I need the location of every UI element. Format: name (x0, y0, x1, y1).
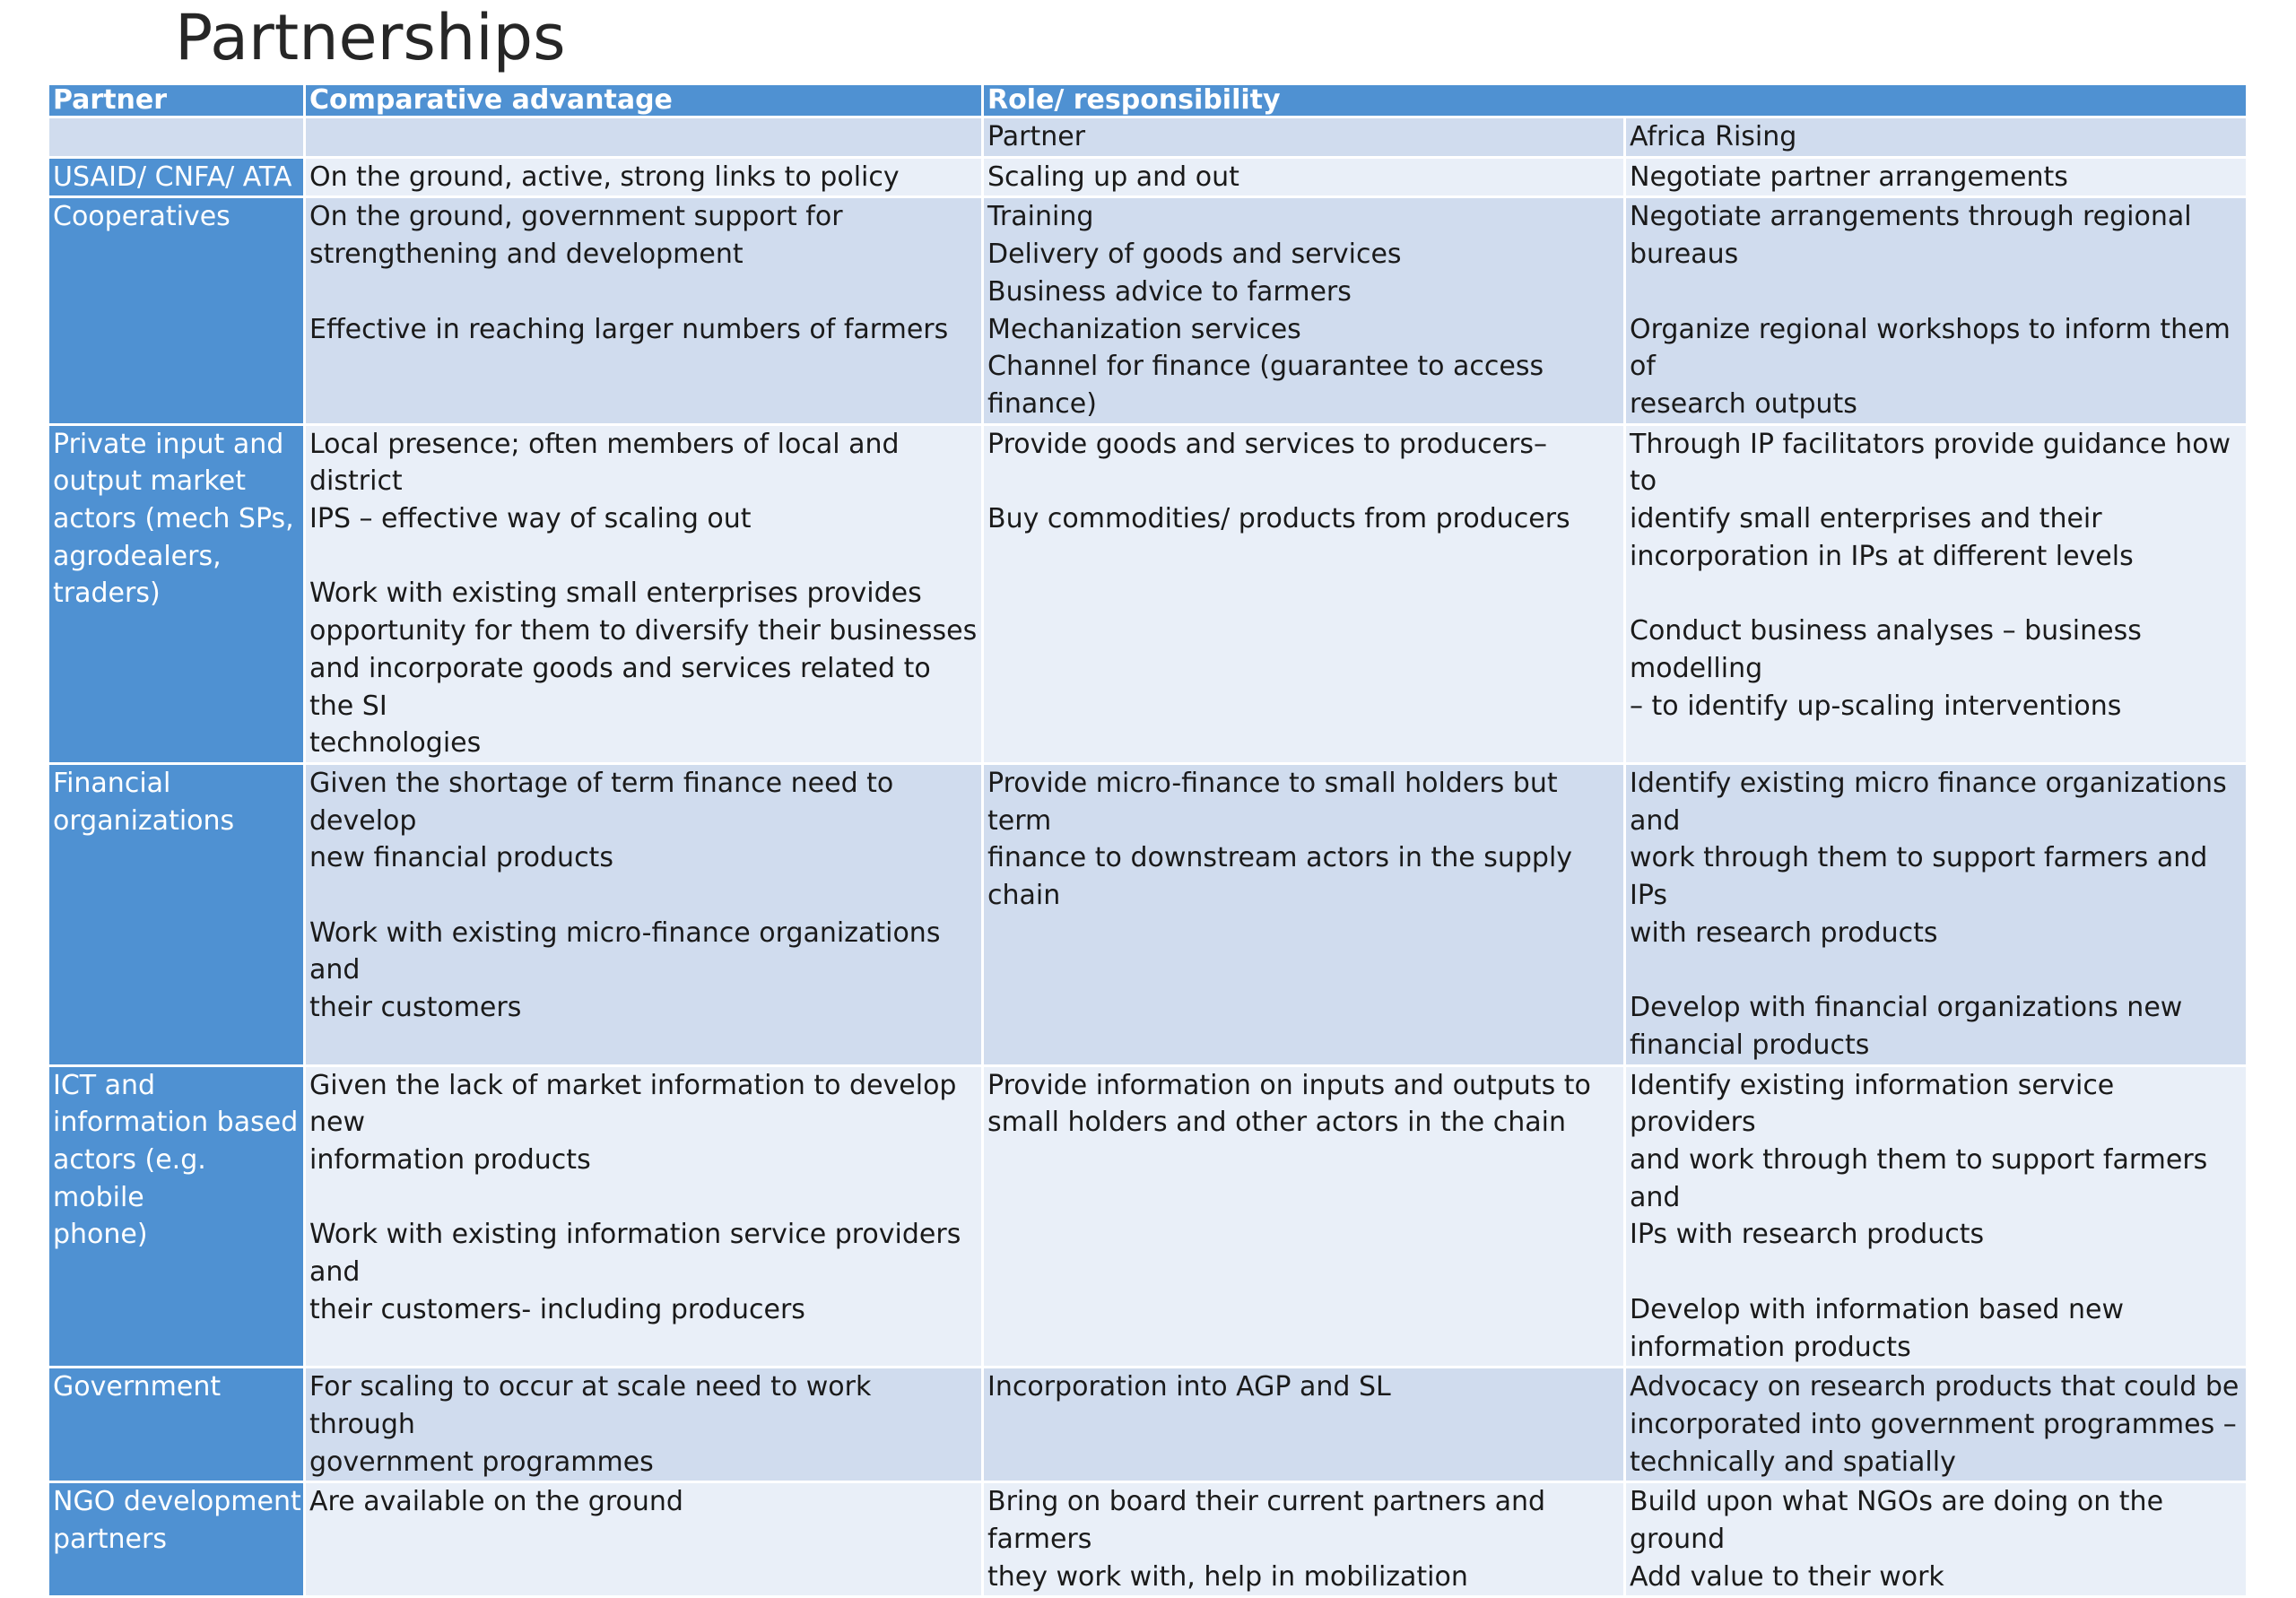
subheader-blank-partner (48, 117, 305, 158)
partner-role-cell: Provide information on inputs and outputs to small holders and other actors in the chain (983, 1065, 1625, 1368)
africa-rising-role-cell: Through IP facilitators provide guidance how to identify small enterprises and their incorporation in IPs at different levels Conduct business analyses – business modelling – to identify up-scaling interventions (1625, 424, 2248, 763)
africa-rising-role-cell: Identify existing micro finance organizations and work through them to support farmers and IPs with research products Develop with financial organizations new financial products (1625, 763, 2248, 1065)
table-row (48, 157, 2248, 197)
table-row (48, 1482, 2248, 1597)
advantage-cell: Local presence; often members of local and district IPS – effective way of scaling out Work with existing small enterprises provides opportunity for them to diversify their businesses and incorporate goods and services related to the SI technologies (305, 424, 983, 763)
africa-rising-role-cell: Build upon what NGOs are doing on the ground Add value to their work (1625, 1482, 2248, 1597)
partner-role-cell: Provide micro-finance to small holders but term finance to downstream actors in the supply chain (983, 763, 1625, 1065)
table-row (48, 197, 2248, 424)
partner-cell: USAID/ CNFA/ ATA (48, 157, 305, 197)
table-row (48, 763, 2248, 1065)
partner-cell: Government (48, 1368, 305, 1482)
subheader-africa-rising: Africa Rising (1625, 117, 2248, 158)
subheader-blank-advantage (305, 117, 983, 158)
partner-role-cell: Incorporation into AGP and SL (983, 1368, 1625, 1482)
partner-role-cell: Bring on board their current partners and farmers they work with, help in mobilization (983, 1482, 1625, 1597)
africa-rising-role-cell: Negotiate partner arrangements (1625, 157, 2248, 197)
advantage-cell: Given the lack of market information to develop new information products Work with existing information service providers and their customers- including producers (305, 1065, 983, 1368)
partner-role-cell: Training Delivery of goods and services Business advice to farmers Mechanization services Channel for finance (guarantee to access finance) (983, 197, 1625, 424)
advantage-cell: For scaling to occur at scale need to work through government programmes (305, 1368, 983, 1482)
africa-rising-role-cell: Advocacy on research products that could be incorporated into government programmes – technically and spatially (1625, 1368, 2248, 1482)
africa-rising-role-cell: Negotiate arrangements through regional bureaus Organize regional workshops to inform them of research outputs (1625, 197, 2248, 424)
partner-role-cell: Scaling up and out (983, 157, 1625, 197)
header-comparative-advantage: Comparative advantage (305, 84, 983, 117)
header-partner: Partner (48, 84, 305, 117)
table-row (48, 1065, 2248, 1368)
partner-role-cell: Provide goods and services to producers– Buy commodities/ products from producers (983, 424, 1625, 763)
page-title: Partnerships (175, 1, 566, 74)
partner-cell: NGO development partners (48, 1482, 305, 1597)
advantage-cell: Are available on the ground (305, 1482, 983, 1597)
partnerships-table (47, 83, 2248, 1598)
partner-cell: ICT and information based actors (e.g. mobile phone) (48, 1065, 305, 1368)
africa-rising-role-cell: Identify existing information service providers and work through them to support farmers and IPs with research products Develop with information based new information products (1625, 1065, 2248, 1368)
partner-cell: Financial organizations (48, 763, 305, 1065)
partner-cell: Private input and output market actors (mech SPs, agrodealers, traders) (48, 424, 305, 763)
advantage-cell: On the ground, active, strong links to policy (305, 157, 983, 197)
subheader-partner: Partner (983, 117, 1625, 158)
subheader-row (48, 117, 2248, 158)
partner-cell: Cooperatives (48, 197, 305, 424)
advantage-cell: Given the shortage of term finance need to develop new financial products Work with existing micro-finance organizations and their customers (305, 763, 983, 1065)
advantage-cell: On the ground, government support for strengthening and development Effective in reaching larger numbers of farmers (305, 197, 983, 424)
header-row (48, 84, 2248, 117)
table-row (48, 424, 2248, 763)
table-row (48, 1368, 2248, 1482)
header-role-responsibility: Role/ responsibility (983, 84, 2248, 117)
